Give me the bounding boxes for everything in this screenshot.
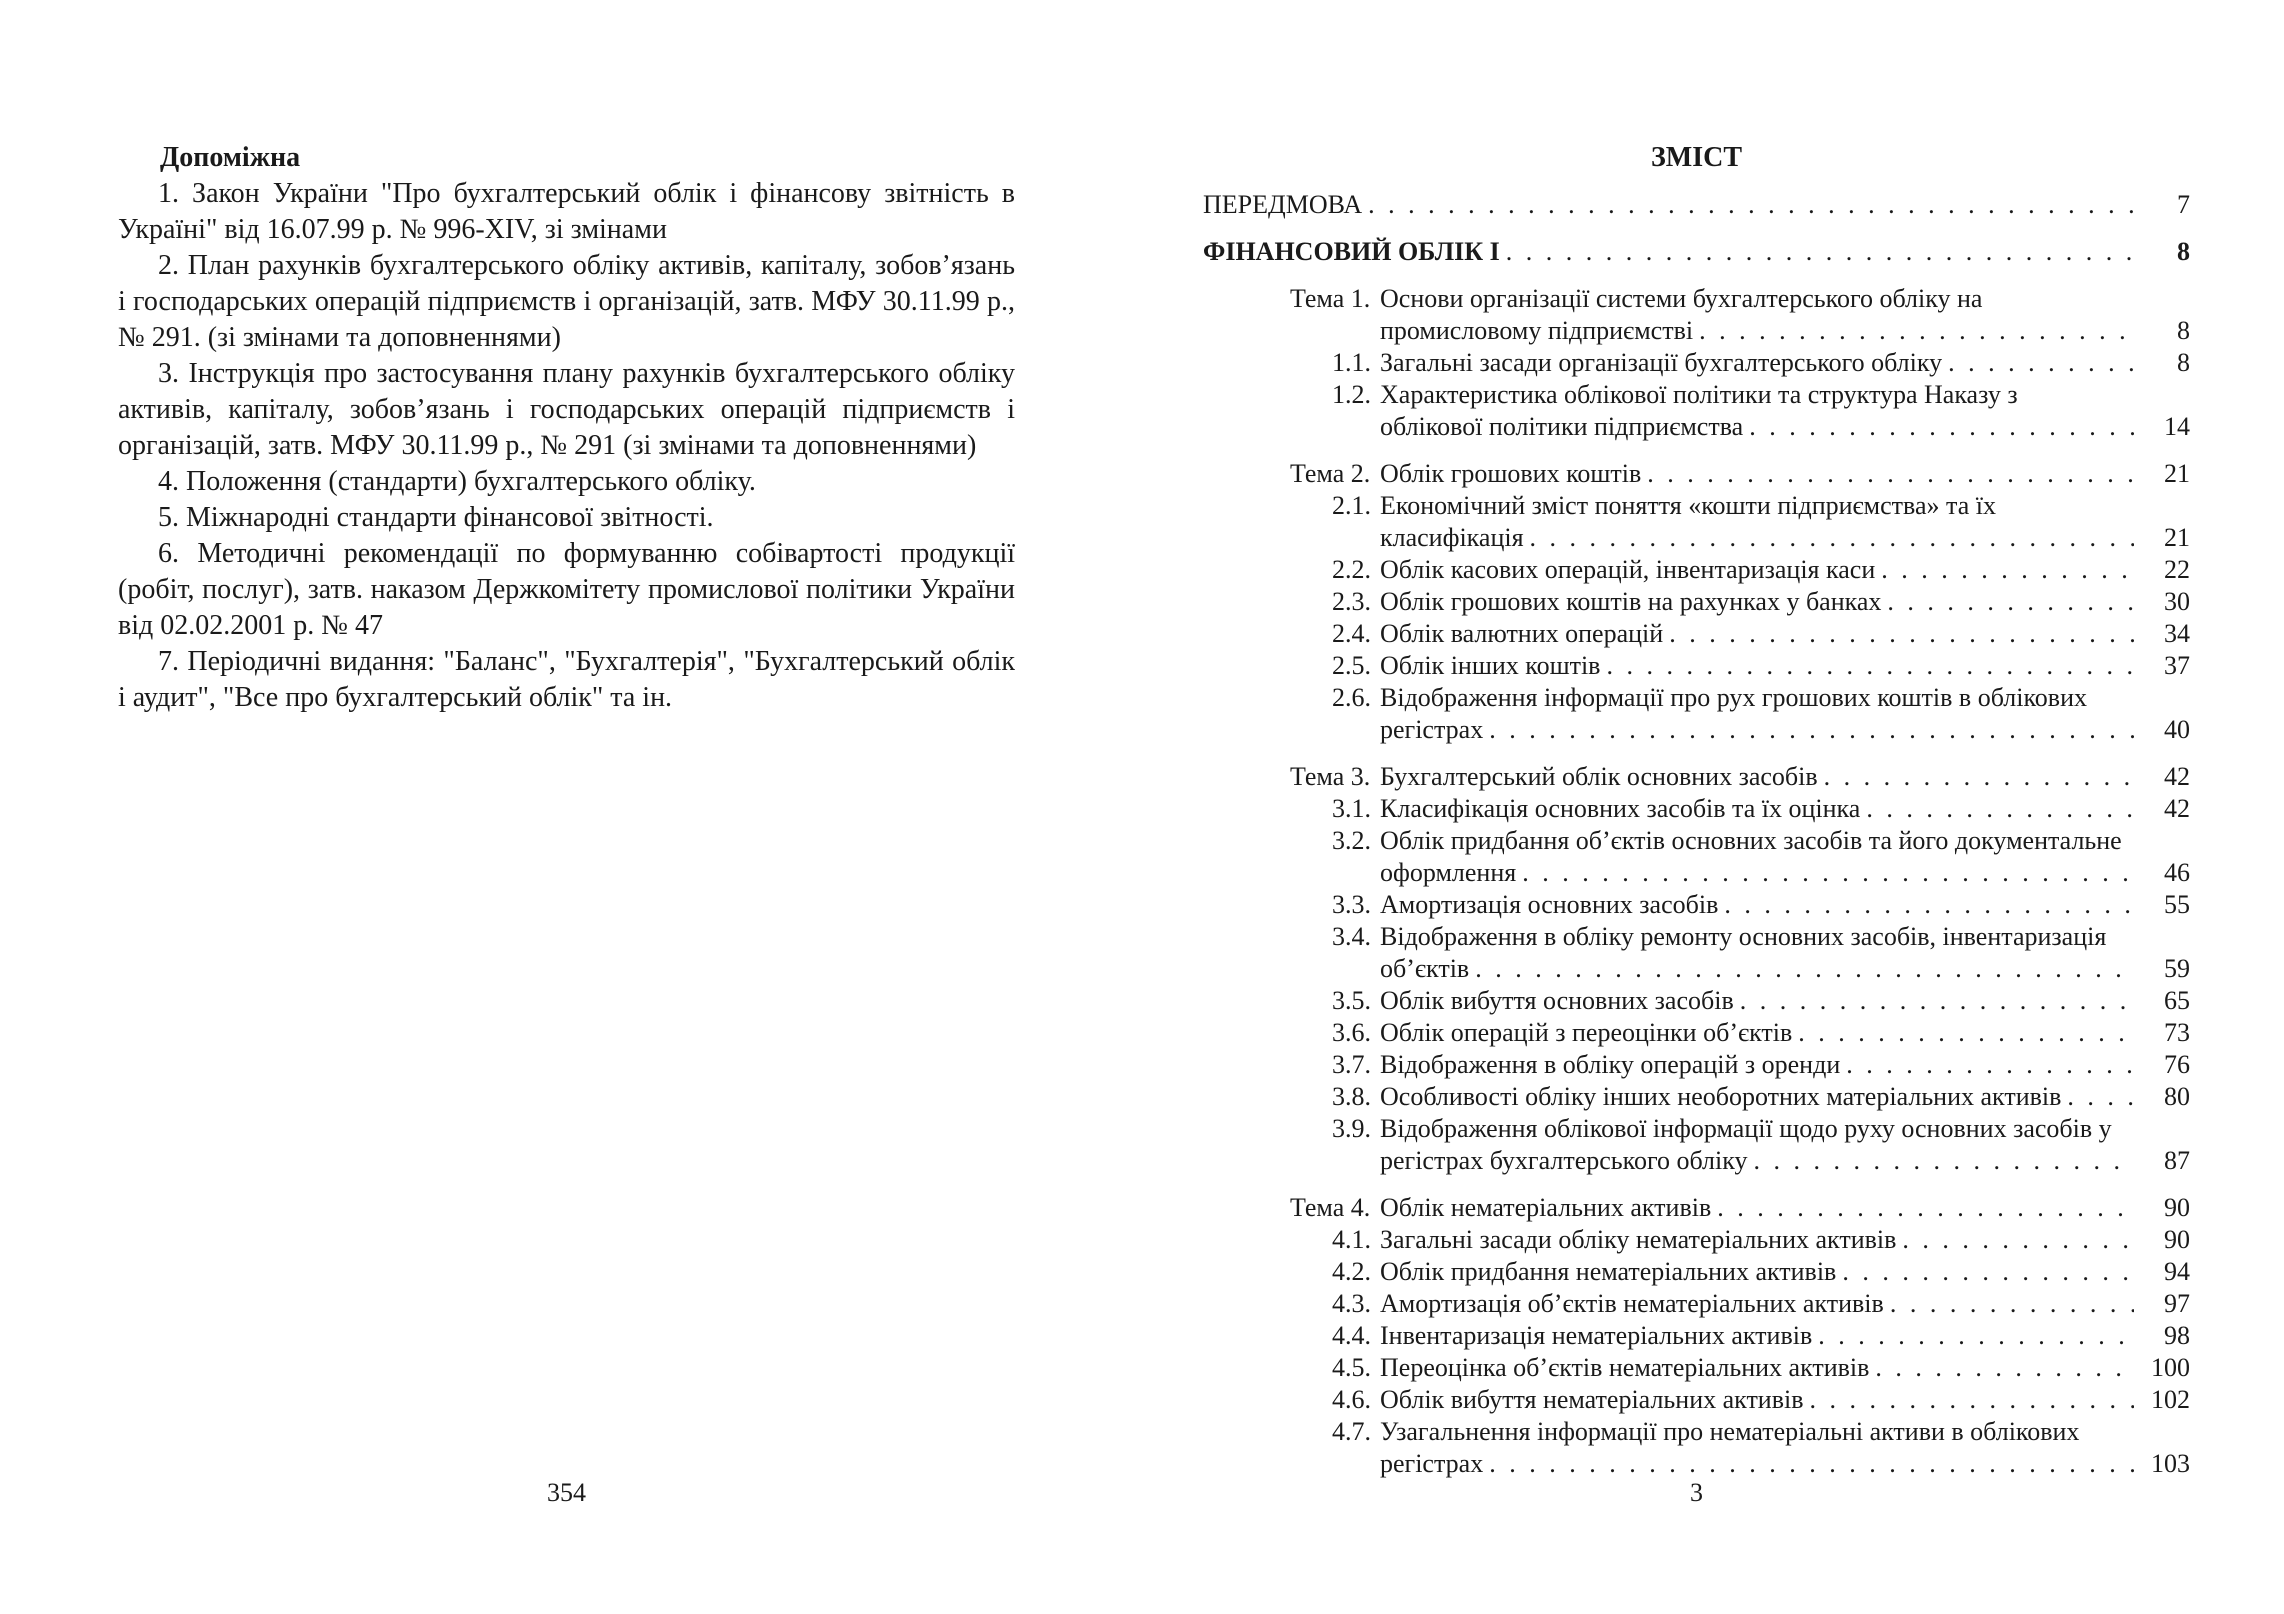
toc-entry-text: класифікація xyxy=(1380,523,1524,552)
toc-entry-text: Класифікація основних засобів та їх оцінка xyxy=(1380,794,1861,823)
toc-page-number: 98 xyxy=(2164,1321,2190,1350)
table-of-contents xyxy=(1203,141,2190,1480)
toc-entry-number: 3.4. xyxy=(1332,922,1371,951)
toc-page-number: 97 xyxy=(2164,1289,2190,1318)
toc-dot-leader xyxy=(1718,889,2134,921)
toc-row xyxy=(1203,921,2190,953)
toc-dot-leader xyxy=(1734,985,2134,1017)
toc-entry-text: Загальні засади організації бухгалтерського обліку xyxy=(1380,348,1943,377)
toc-page-number: 94 xyxy=(2164,1257,2190,1286)
toc-entry-number: 3.2. xyxy=(1332,826,1371,855)
toc-dot-leader xyxy=(1469,953,2134,985)
toc-entry-text: Відображення в обліку ремонту основних засобів, інвентаризація xyxy=(1380,922,2107,951)
toc-row xyxy=(1203,283,2190,315)
bibliography-item: 2. План рахунків бухгалтерського обліку активів, капіталу, зобов’язань і господарських операцій підприємств і організацій, затв. МФУ 30.11.99 р., № 291. (зі змінами та доповненнями) xyxy=(118,250,1015,353)
toc-row xyxy=(1203,1256,2190,1288)
toc-title: ЗМІСТ xyxy=(1651,142,1742,173)
toc-row xyxy=(1203,889,2190,921)
toc-entry-number: 3.6. xyxy=(1332,1018,1371,1047)
toc-page-number: 46 xyxy=(2164,858,2190,887)
toc-page-number: 87 xyxy=(2164,1146,2190,1175)
toc-page-number: 22 xyxy=(2164,555,2190,584)
toc-entry-text: промисловому підприємстві xyxy=(1380,316,1694,345)
toc-entry-number: 4.2. xyxy=(1332,1257,1371,1286)
toc-row xyxy=(1203,1113,2190,1145)
toc-page-number: 14 xyxy=(2164,412,2190,441)
toc-entry-text: Відображення інформації про рух грошових коштів в облікових xyxy=(1380,683,2087,712)
toc-dot-leader xyxy=(1836,1256,2134,1288)
toc-row xyxy=(1203,315,2190,347)
toc-row xyxy=(1203,1081,2190,1113)
toc-row xyxy=(1203,1192,2190,1224)
toc-dot-leader xyxy=(1743,411,2134,443)
toc-row xyxy=(1203,1288,2190,1320)
toc-entry-text: Основи організації системи бухгалтерського обліку на xyxy=(1380,284,1983,313)
bibliography-item: 7. Періодичні видання: "Баланс", "Бухгалтерія", "Бухгалтерський облік і аудит", "Все про бухгалтерський облік" та ін. xyxy=(118,646,1015,713)
toc-dot-leader xyxy=(1516,857,2134,889)
toc-entry-text: Облік валютних операцій xyxy=(1380,619,1664,648)
toc-entry-text: ПЕРЕДМОВА xyxy=(1203,190,1363,219)
toc-row xyxy=(1203,825,2190,857)
toc-entry-number: 4.7. xyxy=(1332,1417,1371,1446)
toc-entry-number: 2.5. xyxy=(1332,651,1371,680)
toc-page-number: 21 xyxy=(2164,459,2190,488)
toc-page-number: 90 xyxy=(2164,1193,2190,1222)
toc-row xyxy=(1203,236,2190,268)
toc-page-number: 90 xyxy=(2164,1225,2190,1254)
toc-row xyxy=(1203,347,2190,379)
toc-page-number: 42 xyxy=(2164,762,2190,791)
toc-row xyxy=(1203,458,2190,490)
toc-page-number: 100 xyxy=(2151,1353,2190,1382)
toc-entry-number: 2.6. xyxy=(1332,683,1371,712)
toc-entry-number: 4.1. xyxy=(1332,1225,1371,1254)
toc-entry-number: 1.1. xyxy=(1332,348,1371,377)
toc-dot-leader xyxy=(1869,1352,2134,1384)
toc-entry-number: 4.6. xyxy=(1332,1385,1371,1414)
toc-entry-number: Тема 2. xyxy=(1290,459,1371,488)
toc-row xyxy=(1203,793,2190,825)
toc-dot-leader xyxy=(1896,1224,2134,1256)
toc-row xyxy=(1203,1224,2190,1256)
toc-page-number: 80 xyxy=(2164,1082,2190,1111)
toc-page-number: 42 xyxy=(2164,794,2190,823)
toc-row xyxy=(1203,618,2190,650)
toc-row xyxy=(1203,953,2190,985)
toc-row xyxy=(1203,1320,2190,1352)
toc-entry-text: Амортизація основних засобів xyxy=(1380,890,1719,919)
toc-entry-number: Тема 4. xyxy=(1290,1193,1371,1222)
toc-entry-text: Відображення в обліку операцій з оренди xyxy=(1380,1050,1841,1079)
toc-dot-leader xyxy=(1840,1049,2134,1081)
toc-entry-number: 3.7. xyxy=(1332,1050,1371,1079)
toc-row xyxy=(1203,522,2190,554)
bibliography-item: 3. Інструкція про застосування плану рахунків бухгалтерського обліку активів, капіталу, зобов’язань і господарських операцій підприємств і організацій, затв. МФУ 30.11.99 р., № 291 (зі змінами та доповненнями) xyxy=(118,358,1015,461)
toc-dot-leader xyxy=(1524,522,2134,554)
toc-entry-number: Тема 1. xyxy=(1290,284,1371,313)
toc-entry-text: Амортизація об’єктів нематеріальних активів xyxy=(1380,1289,1884,1318)
toc-page-number: 8 xyxy=(2177,316,2190,345)
toc-dot-leader xyxy=(1881,586,2134,618)
toc-dot-leader xyxy=(1875,554,2134,586)
toc-row xyxy=(1203,411,2190,443)
toc-page-number: 40 xyxy=(2164,715,2190,744)
toc-dot-leader xyxy=(2061,1081,2134,1113)
toc-row xyxy=(1203,554,2190,586)
toc-entry-text: Облік придбання об’єктів основних засобів та його документальне xyxy=(1380,826,2122,855)
toc-entry-text: Облік грошових коштів на рахунках у банках xyxy=(1380,587,1882,616)
toc-dot-leader xyxy=(1600,650,2134,682)
toc-entry-text: Бухгалтерський облік основних засобів xyxy=(1380,762,1818,791)
toc-row xyxy=(1203,1049,2190,1081)
toc-row xyxy=(1203,189,2190,221)
toc-row xyxy=(1203,586,2190,618)
toc-entry-text: облікової політики підприємства xyxy=(1380,412,1744,441)
toc-page-number: 102 xyxy=(2151,1385,2190,1414)
toc-dot-leader xyxy=(1884,1288,2134,1320)
toc-page-number: 34 xyxy=(2164,619,2190,648)
toc-entry-number: 2.1. xyxy=(1332,491,1371,520)
toc-dot-leader xyxy=(1748,1145,2134,1177)
toc-rows xyxy=(1203,189,2190,1480)
toc-entry-text: регістрах xyxy=(1380,715,1484,744)
toc-entry-text: Узагальнення інформації про нематеріальні активи в облікових xyxy=(1380,1417,2080,1446)
toc-row xyxy=(1203,1145,2190,1177)
page-number-right: 3 xyxy=(1690,1478,1703,1507)
toc-dot-leader xyxy=(1804,1384,2135,1416)
toc-entry-text: Особливості обліку інших необоротних матеріальних активів xyxy=(1380,1082,2062,1111)
toc-entry-text: Відображення облікової інформації щодо руху основних засобів у xyxy=(1380,1114,2112,1143)
toc-entry-text: оформлення xyxy=(1380,858,1517,887)
bibliography-item: 1. Закон України "Про бухгалтерський облік і фінансову звітність в Україні" від 16.07.99 р. № 996-XIV, зі змінами xyxy=(118,178,1015,245)
toc-row xyxy=(1203,1448,2190,1480)
toc-entry-text: Облік грошових коштів xyxy=(1380,459,1642,488)
bibliography-heading: Допоміжна xyxy=(160,142,301,173)
toc-row xyxy=(1203,857,2190,889)
toc-page-number: 65 xyxy=(2164,986,2190,1015)
toc-entry-number: 4.4. xyxy=(1332,1321,1371,1350)
toc-page-number: 73 xyxy=(2164,1018,2190,1047)
toc-entry-text: Облік вибуття нематеріальних активів xyxy=(1380,1385,1804,1414)
bibliography-item: 4. Положення (стандарти) бухгалтерського обліку. xyxy=(158,466,756,497)
toc-row xyxy=(1203,379,2190,411)
toc-entry-number: 3.1. xyxy=(1332,794,1371,823)
toc-entry-number: 3.8. xyxy=(1332,1082,1371,1111)
toc-dot-leader xyxy=(1818,761,2134,793)
toc-entry-number: 3.5. xyxy=(1332,986,1371,1015)
toc-page-number: 30 xyxy=(2164,587,2190,616)
toc-row xyxy=(1203,1352,2190,1384)
toc-entry-number: 4.5. xyxy=(1332,1353,1371,1382)
toc-entry-number: Тема 3. xyxy=(1290,762,1371,791)
toc-dot-leader xyxy=(1860,793,2134,825)
toc-entry-text: Облік вибуття основних засобів xyxy=(1380,986,1734,1015)
toc-page-number: 21 xyxy=(2164,523,2190,552)
toc-dot-leader xyxy=(1663,618,2134,650)
toc-entry-text: Облік операцій з переоцінки об’єктів xyxy=(1380,1018,1793,1047)
bibliography-section xyxy=(118,140,1015,716)
toc-entry-text: Облік нематеріальних активів xyxy=(1380,1193,1712,1222)
toc-page-number: 8 xyxy=(2177,348,2190,377)
bibliography-list xyxy=(118,176,1015,716)
toc-row xyxy=(1203,1017,2190,1049)
toc-row xyxy=(1203,650,2190,682)
toc-dot-leader xyxy=(1942,347,2134,379)
page-number-left: 354 xyxy=(547,1478,586,1507)
toc-entry-number: 2.2. xyxy=(1332,555,1371,584)
toc-entry-number: 2.4. xyxy=(1332,619,1371,648)
toc-row xyxy=(1203,490,2190,522)
toc-entry-number: 1.2. xyxy=(1332,380,1371,409)
toc-row xyxy=(1203,1416,2190,1448)
toc-entry-text: Економічний зміст поняття «кошти підприємства» та їх xyxy=(1380,491,1996,520)
bibliography-item: 5. Міжнародні стандарти фінансової звітності. xyxy=(158,502,714,533)
toc-entry-number: 3.3. xyxy=(1332,890,1371,919)
toc-entry-text: Облік інших коштів xyxy=(1380,651,1601,680)
toc-entry-number: 4.3. xyxy=(1332,1289,1371,1318)
toc-entry-text: Облік придбання нематеріальних активів xyxy=(1380,1257,1837,1286)
toc-entry-number: 2.3. xyxy=(1332,587,1371,616)
toc-dot-leader xyxy=(1711,1192,2134,1224)
toc-entry-text: Загальні засади обліку нематеріальних активів xyxy=(1380,1225,1897,1254)
toc-row xyxy=(1203,761,2190,793)
toc-entry-text: Переоцінка об’єктів нематеріальних активів xyxy=(1380,1353,1870,1382)
toc-row xyxy=(1203,985,2190,1017)
toc-entry-text: ФІНАНСОВИЙ ОБЛІК І xyxy=(1203,237,1500,266)
toc-row xyxy=(1203,714,2190,746)
toc-row xyxy=(1203,1384,2190,1416)
toc-page-number: 8 xyxy=(2177,237,2190,266)
toc-dot-leader xyxy=(1362,189,2134,221)
toc-dot-leader xyxy=(1483,1448,2134,1480)
toc-dot-leader xyxy=(1500,236,2134,268)
toc-dot-leader xyxy=(1812,1320,2134,1352)
toc-page-number: 7 xyxy=(2177,190,2190,219)
toc-page-number: 76 xyxy=(2164,1050,2190,1079)
toc-entry-text: регістрах xyxy=(1380,1449,1484,1478)
toc-dot-leader xyxy=(1693,315,2134,347)
toc-page-number: 103 xyxy=(2151,1449,2190,1478)
toc-dot-leader xyxy=(1792,1017,2134,1049)
toc-dot-leader xyxy=(1641,458,2134,490)
toc-page-number: 55 xyxy=(2164,890,2190,919)
toc-page-number: 37 xyxy=(2164,651,2190,680)
toc-entry-text: Характеристика облікової політики та структура Наказу з xyxy=(1380,380,2018,409)
toc-dot-leader xyxy=(1483,714,2134,746)
bibliography-item: 6. Методичні рекомендації по формуванню собівартості продукції (робіт, послуг), затв. наказом Держкомітету промислової політики України від 02.02.2001 р. № 47 xyxy=(118,538,1015,641)
toc-row xyxy=(1203,682,2190,714)
toc-page-number: 59 xyxy=(2164,954,2190,983)
toc-entry-number: 3.9. xyxy=(1332,1114,1371,1143)
toc-entry-text: об’єктів xyxy=(1380,954,1470,983)
toc-entry-text: Інвентаризація нематеріальних активів xyxy=(1380,1321,1813,1350)
toc-entry-text: Облік касових операцій, інвентаризація каси xyxy=(1380,555,1876,584)
toc-entry-text: регістрах бухгалтерського обліку xyxy=(1380,1146,1748,1175)
